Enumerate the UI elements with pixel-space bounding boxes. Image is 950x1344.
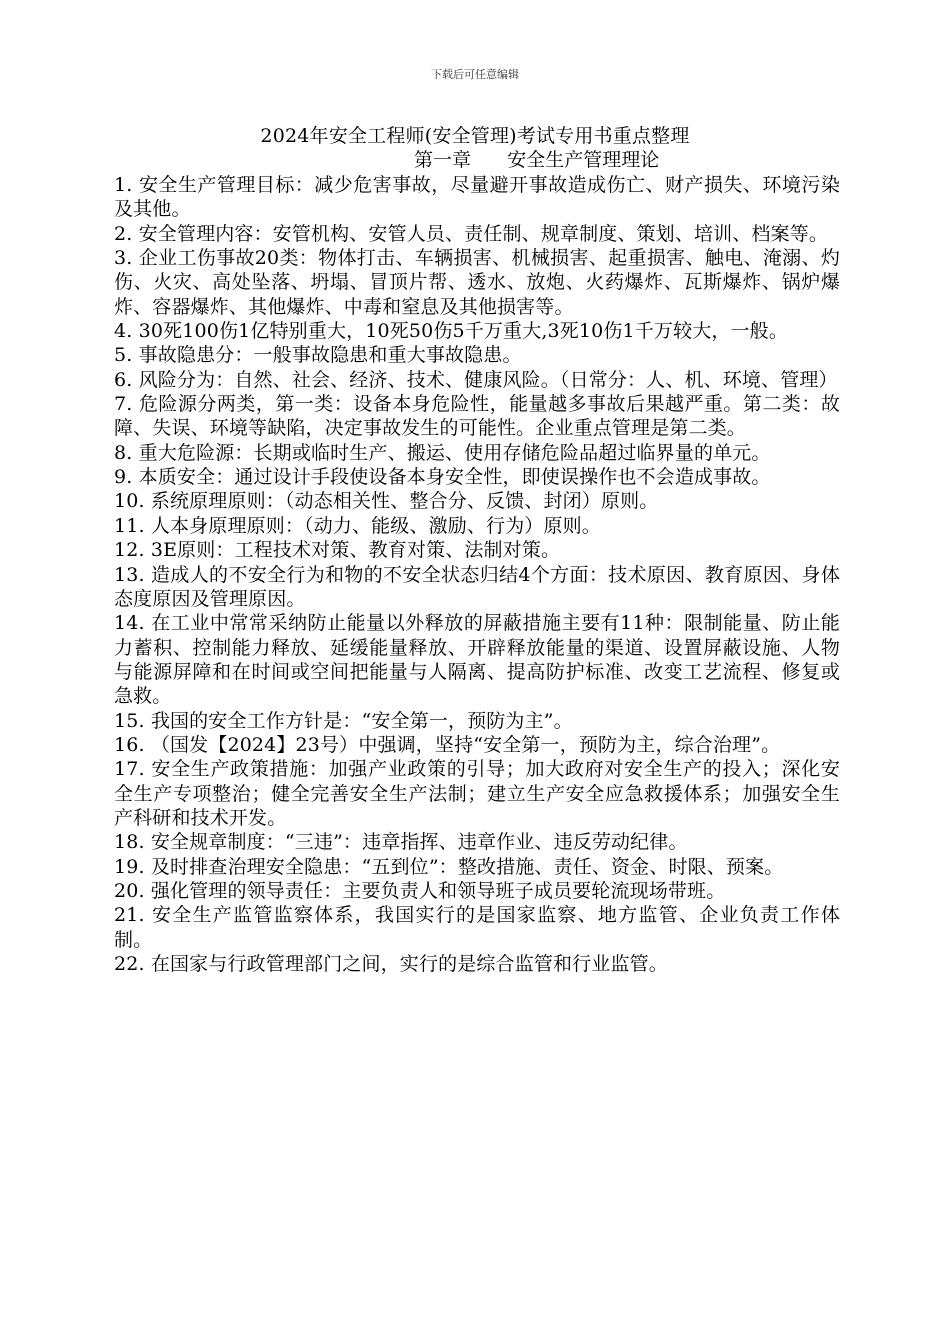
header-note: 下载后可任意编辑	[431, 68, 519, 81]
list-item: 8. 重大危险源：长期或临时生产、搬运、使用存储危险品超过临界量的单元。	[114, 441, 771, 464]
list-item: 11. 人本身原理原则：（动力、能级、激励、行为）原则。	[114, 514, 601, 537]
document-body	[114, 173, 840, 976]
list-item: 12. 3E原则：工程技术对策、教育对策、法制对策。	[114, 539, 561, 562]
list-item: 4. 30死100伤1亿特别重大，10死50伤5千万重大,3死10伤1千万较大，一般。	[114, 320, 788, 343]
list-item: 22. 在国家与行政管理部门之间，实行的是综合监管和行业监管。	[114, 953, 668, 975]
list-item: 2. 安全管理内容：安管机构、安管人员、责任制、规章制度、策划、培训、档案等。	[114, 222, 829, 245]
list-item: 18. 安全规章制度：“三违”：违章指挥、违章作业、违反劳动纪律。	[114, 831, 688, 854]
list-item: 19. 及时排查治理安全隐患：“五到位”：整改措施、责任、资金、时限、预案。	[114, 855, 784, 878]
list-item: 5. 事故隐患分：一般事故隐患和重大事故隐患。	[114, 344, 522, 367]
list-item: 7. 危险源分两类，第一类：设备本身危险性，能量越多事故后果越严重。第二类：故障、失误、环境等缺陷，决定事故发生的可能性。企业重点管理是第二类。	[114, 393, 840, 440]
chapter-heading	[414, 148, 659, 172]
list-item: 1. 安全生产管理目标：减少危害事故，尽量避开事故造成伤亡、财产损失、环境污染及其他。	[114, 174, 840, 221]
list-item: 10. 系统原理原则：（动态相关性、整合分、反馈、封闭）原则。	[114, 490, 659, 513]
list-item: 9. 本质安全：通过设计手段使设备本身安全性，即使误操作也不会造成事故。	[114, 466, 771, 489]
list-item: 21. 安全生产监管监察体系，我国实行的是国家监察、地方监管、企业负责工作体制。	[114, 904, 840, 951]
chapter-name: 安全生产管理理论	[507, 149, 660, 171]
list-item: 16. （国发【2024】23号）中强调，坚持“安全第一，预防为主，综合治理”。	[114, 733, 781, 756]
chapter-number: 第一章	[414, 149, 472, 171]
list-item: 20. 强化管理的领导责任：主要负责人和领导班子成员要轮流现场带班。	[114, 879, 726, 902]
list-item: 17. 安全生产政策措施：加强产业政策的引导；加大政府对安全生产的投入；深化安全生产专项整治；健全完善安全生产法制；建立生产安全应急救援体系；加强安全生产科研和技术开发。	[114, 758, 840, 829]
list-item: 14. 在工业中常常采纳防止能量以外释放的屏蔽措施主要有11种：限制能量、防止能力蓄积、控制能力释放、延缓能量释放、开辟释放能量的渠道、设置屏蔽设施、人物与能源屏障和在时间或空间把能量与人隔离、提高防护标准、改变工艺流程、修复或急救。	[114, 612, 840, 708]
document-title: 2024年安全工程师(安全管理)考试专用书重点整理	[260, 125, 690, 147]
list-item: 6. 风险分为：自然、社会、经济、技术、健康风险。（日常分：人、机、环境、管理）	[114, 368, 838, 391]
list-item: 13. 造成人的不安全行为和物的不安全状态归结4个方面：技术原因、教育原因、身体态度原因及管理原因。	[114, 563, 840, 610]
list-item: 3. 企业工伤事故20类：物体打击、车辆损害、机械损害、起重损害、触电、淹溺、灼伤、火灾、高处坠落、坍塌、冒顶片帮、透水、放炮、火药爆炸、瓦斯爆炸、锅炉爆炸、容器爆炸、其他爆炸、中毒和窒息及其他损害等。	[114, 247, 840, 318]
list-item: 15. 我国的安全工作方针是：“安全第一，预防为主”。	[114, 709, 573, 732]
